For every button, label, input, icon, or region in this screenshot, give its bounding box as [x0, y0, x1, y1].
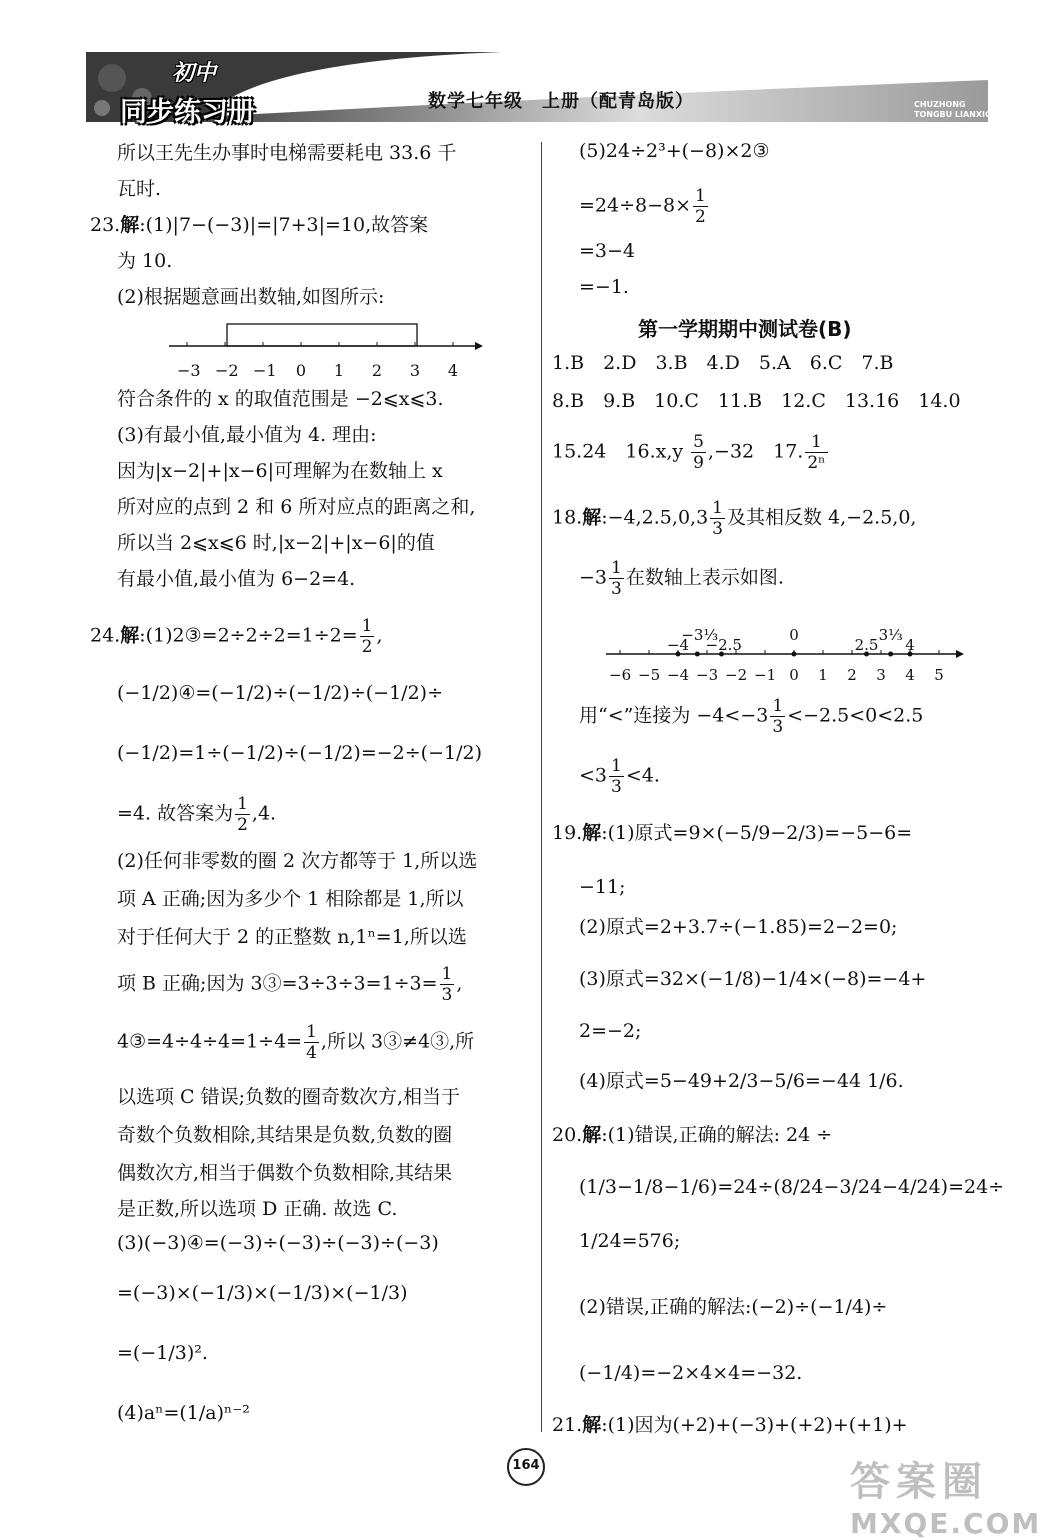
text-line: 项 B 正确;因为 3③=3÷3÷3=1÷3= $\frac{1}{3}$ ,: [117, 964, 463, 1005]
text: <4.: [625, 764, 660, 787]
text-line: 所以王先生办事时电梯需要耗电 33.6 千: [117, 142, 457, 164]
axis-tick-label: −5: [638, 666, 661, 684]
axis-point-label: −3⅓: [681, 626, 718, 644]
answer-line: 8.B 9.B 10.C 11.B 12.C 13.16 14.0: [552, 390, 961, 412]
text: 在数轴上表示如图.: [625, 566, 784, 589]
fraction-one-third: $\frac{1}{3}$: [611, 558, 622, 599]
solution-label: 解: [582, 1414, 602, 1436]
pinyin-line1: CHUZHONG: [914, 100, 966, 109]
axis-tick-label: −1: [253, 361, 277, 380]
answer-line: 1.B 2.D 3.B 4.D 5.A 6.C 7.B: [552, 352, 894, 374]
text-line: 所对应的点到 2 和 6 所对应点的距离之和,: [117, 496, 476, 518]
question-number: 21.: [552, 1414, 583, 1436]
fraction-one-over-two-n: $\frac{1}{\text{2ⁿ}}$: [807, 432, 826, 473]
question-number: 23.: [90, 214, 121, 236]
text-line: 项 A 正确;因为多少个 1 相除都是 1,所以: [117, 888, 464, 910]
text: ,4.: [251, 802, 277, 825]
text-line: (5)24÷2³+(−8)×2③: [579, 140, 770, 162]
axis-point-label: 3⅓: [878, 626, 903, 644]
fraction-one-third: $\frac{1}{3}$: [772, 696, 784, 737]
text-line: 是正数,所以选项 D 正确. 故选 C.: [117, 1198, 398, 1220]
text-line: 对于任何大于 2 的正整数 n,1ⁿ=1,所以选: [117, 926, 467, 948]
text: :(1)|7−(−3)|=|7+3|=10,故答案: [139, 214, 429, 236]
text-line: (3)原式=32×(−1/8)−1/4×(−8)=−4+: [579, 968, 927, 990]
text-line: 偶数次方,相当于偶数个负数相除,其结果: [117, 1162, 453, 1184]
axis-tick-label: 3: [876, 666, 886, 684]
text-line: [552, 756, 660, 797]
text: <−2.5<0<2.5: [787, 704, 924, 727]
text: ,−32 17.: [707, 440, 804, 463]
question-18-line: [552, 498, 916, 539]
text-line: [90, 1022, 474, 1063]
answer-line: [552, 432, 830, 473]
fraction-five-ninths: $\frac{5}{9}$: [693, 432, 704, 473]
pinyin-logo: [914, 100, 996, 120]
text: 项 B 正确;因为 3③=3÷3÷3=1÷3=: [117, 972, 438, 995]
question-number: 19.: [552, 822, 583, 844]
text: 及其相反数 4,−2.5,0,: [726, 506, 917, 529]
axis-tick-label: 1: [333, 361, 345, 380]
text-line: [552, 186, 710, 227]
axis-tick-label: −2: [215, 361, 239, 380]
axis-tick-label: 4: [905, 666, 915, 684]
logo-line2: 同步练习册: [120, 97, 255, 128]
text-line: (3)(−3)④=(−3)÷(−3)÷(−3)÷(−3): [117, 1232, 439, 1254]
question-20-line: [552, 1118, 832, 1152]
text: ,所以 3③≠4③,所: [320, 1030, 475, 1053]
text-line: 1/24=576;: [579, 1230, 681, 1252]
text-line: =3−4: [579, 240, 636, 262]
text-line: =(−3)×(−1/3)×(−1/3)×(−1/3): [117, 1282, 408, 1304]
question-19-line: [552, 816, 912, 850]
text: :(1)2③=2÷2÷2=1÷2=: [139, 624, 358, 647]
fraction-one-third: $\frac{1}{3}$: [611, 756, 622, 797]
text-line: (−1/4)=−2×4×4=−32.: [579, 1362, 803, 1384]
question-21-line: [552, 1408, 908, 1442]
text: :−4,2.5,0,3: [601, 506, 709, 529]
solution-label: 解: [582, 1124, 602, 1146]
column-divider: [541, 142, 542, 1432]
question-number: 24.: [90, 624, 121, 647]
text: −3: [579, 566, 608, 589]
pinyin-line2: TONGBU LIANXICE: [914, 110, 997, 119]
page-number: 164: [507, 1448, 545, 1486]
watermark-line2: MXQE.COM: [850, 1507, 1042, 1540]
text-line: 以选项 C 错误;负数的圈奇数次方,相当于: [117, 1086, 461, 1108]
text-line: 为 10.: [117, 250, 173, 272]
axis-tick-label: 0: [789, 666, 799, 684]
book-title: 数学七年级 上册（配青岛版）: [428, 91, 694, 112]
text: 4③=4÷4÷4=1÷4=: [117, 1030, 303, 1053]
text-line: [552, 558, 784, 599]
section-title: 第一学期期中测试卷(B): [638, 317, 852, 341]
fraction-one-half: $\frac{1}{2}$: [237, 794, 248, 835]
text-line: (4)原式=5−49+2/3−5/6=−44 1/6.: [579, 1070, 904, 1092]
question-number: 20.: [552, 1124, 583, 1146]
axis-point-label: −4: [666, 636, 690, 654]
axis-point-label: 2.5: [854, 636, 879, 654]
text-line: [552, 696, 923, 737]
watermark: [850, 1450, 1040, 1540]
number-line-2-labels: [602, 610, 972, 690]
question-number: 18.: [552, 506, 583, 529]
text: :(1)因为(+2)+(−3)+(+2)+(+1)+: [601, 1414, 908, 1436]
text-line: 所以当 2⩽x⩽6 时,|x−2|+|x−6|的值: [117, 532, 435, 554]
solution-label: 解: [120, 214, 140, 236]
text-line: (2)根据题意画出数轴,如图所示:: [117, 286, 385, 308]
text-line: (2)原式=2+3.7÷(−1.85)=2−2=0;: [579, 916, 898, 938]
text-line: (2)错误,正确的解法:(−2)÷(−1/4)÷: [579, 1296, 888, 1318]
question-23-line: [90, 208, 428, 242]
fraction-one-third: $\frac{1}{3}$: [441, 964, 453, 1005]
logo-line1: 初中: [172, 61, 217, 86]
axis-tick-label: 0: [295, 361, 307, 380]
text: 15.24 16.x,y: [552, 440, 684, 463]
axis-tick-label: 4: [447, 361, 459, 380]
axis-tick-label: −4: [667, 666, 690, 684]
axis-tick-label: −1: [754, 666, 777, 684]
number-line-1-ticks: [165, 350, 485, 384]
text-line: =(−1/3)².: [117, 1342, 208, 1364]
axis-tick-label: −3: [696, 666, 719, 684]
text-line: 符合条件的 x 的取值范围是 −2⩽x⩽3.: [117, 388, 444, 410]
text: =24÷8−8×: [579, 194, 692, 217]
text-line: (3)有最小值,最小值为 4. 理由:: [117, 424, 377, 446]
axis-point-label: 0: [789, 626, 799, 644]
text: :(1)原式=9×(−5/9−2/3)=−5−6=: [601, 822, 913, 844]
text-line: [90, 794, 276, 835]
text-line: (1/3−1/8−1/6)=24÷(8/24−3/24−4/24)=24÷: [579, 1176, 1005, 1198]
solution-label: 解: [582, 822, 602, 844]
text-line: 瓦时.: [117, 178, 162, 200]
question-24-line: 24.解:(1)2③=2÷2÷2=1÷2= $\frac{1}{2}$ ,: [90, 616, 383, 657]
fraction-one-half: $\frac{1}{2}$: [695, 186, 706, 227]
text: <3: [579, 764, 608, 787]
solution-label: 解: [120, 624, 140, 647]
text-line: 因为|x−2|+|x−6|可理解为在数轴上 x: [117, 460, 443, 482]
axis-point-label: 4: [905, 636, 915, 654]
text-line: (4)aⁿ=(1/a)ⁿ⁻²: [117, 1402, 250, 1424]
fraction-one-third: $\frac{1}{3}$: [712, 498, 723, 539]
axis-tick-label: −2: [725, 666, 748, 684]
text-line: (2)任何非零数的圈 2 次方都等于 1,所以选: [117, 850, 478, 872]
axis-tick-label: 5: [934, 666, 944, 684]
axis-tick-label: 3: [409, 361, 421, 380]
text: :(1)错误,正确的解法: 24 ÷: [601, 1124, 833, 1146]
axis-tick-label: −3: [177, 361, 201, 380]
text-line: −11;: [579, 876, 626, 898]
text: 用“<”连接为 −4<−3: [579, 704, 769, 727]
solution-label: 解: [582, 506, 602, 529]
text: =4. 故答案为: [117, 802, 234, 825]
text-line: 2=−2;: [579, 1020, 642, 1042]
text-line: (−1/2)④=(−1/2)÷(−1/2)÷(−1/2)÷: [117, 682, 444, 704]
axis-tick-label: 2: [847, 666, 857, 684]
axis-point-label: −2.5: [705, 636, 742, 654]
text-line: 有最小值,最小值为 6−2=4.: [117, 568, 356, 590]
axis-tick-label: 2: [371, 361, 383, 380]
fraction-one-quarter: $\frac{1}{4}$: [306, 1022, 317, 1063]
axis-tick-label: 1: [818, 666, 828, 684]
text-line: =−1.: [579, 276, 629, 298]
axis-tick-label: −6: [609, 666, 632, 684]
text-line: 奇数个负数相除,其结果是负数,负数的圈: [117, 1124, 453, 1146]
fraction-one-half: $\frac{1}{2}$: [361, 616, 373, 657]
watermark-line1: 答案圈: [850, 1459, 988, 1505]
text-line: (−1/2)=1÷(−1/2)÷(−1/2)=−2÷(−1/2): [117, 742, 482, 764]
